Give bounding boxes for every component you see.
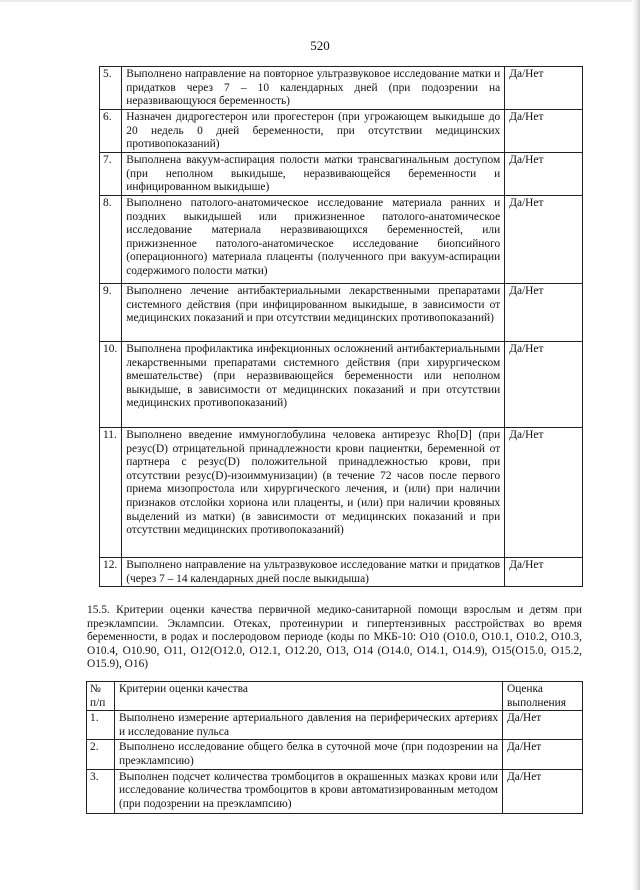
row-number: 5.: [100, 67, 122, 110]
row-number: 1.: [87, 711, 115, 740]
criterion-text: Выполнено патолого-анатомическое исследование материала ранних и поздних выкидышей или прижизненное патолого-анатомическое исследование материала неразвивающихся беременностей, или прижизненное патолого-анатомическое исследование биопсийного (операционного) материала плаценты (полученного при вакуум-аспирации содержимого полости матки): [122, 196, 505, 284]
evaluation-value: Да/Нет: [505, 153, 583, 196]
row-number: 2.: [87, 740, 115, 769]
table-row: [87, 740, 583, 769]
evaluation-value: Да/Нет: [503, 711, 583, 740]
row-number: 11.: [100, 428, 122, 558]
scan-edge-shadow: [632, 0, 640, 890]
criterion-text: Выполнено направление на ультразвуковое исследование матки и придатков (через 7 – 14 календарных дней после выкидыша): [122, 558, 505, 587]
row-number: 9.: [100, 284, 122, 342]
table-row: [87, 711, 583, 740]
table-row: [100, 196, 583, 284]
header-evaluation: Оценка выполнения: [503, 682, 583, 711]
table-row: [100, 67, 583, 110]
row-number: 3.: [87, 769, 115, 813]
evaluation-value: Да/Нет: [505, 284, 583, 342]
table-row: [100, 110, 583, 153]
evaluation-value: Да/Нет: [503, 769, 583, 813]
criterion-text: Выполнена профилактика инфекционных осложнений антибактериальными лекарственными препаратами системного действия (при хирургическом вмешательстве) (при неразвивающейся беременности или неполном выкидыше, в зависимости от медицинских показаний и при отсутствии медицинских противопоказаний): [122, 342, 505, 428]
section-heading-15-5: 15.5. Критерии оценки качества первичной медико-санитарной помощи взрослым и детям при преэклампсии. Эклампсии. Отеках, протеинурии и гипертензивных расстройствах во время беременности, в родах и послеродовом периоде (коды по МКБ-10: O10 (O10.0, O10.1, O10.2, O10.3, O10.4, O10.90, O11, O12(O12.0, O12.1, O12.20, O13, O14 (O14.0, O14.1, O14.9), O15(O15.0, O15.2, O15.9), O16): [87, 604, 582, 671]
header-criteria: Критерии оценки качества: [114, 682, 502, 711]
table-row: [100, 153, 583, 196]
criterion-text: Выполнено лечение антибактериальными лекарственными препаратами системного действия (при инфицированном выкидыше, в зависимости от медицинских показаний и при отсутствии медицинских противопоказаний): [122, 284, 505, 342]
evaluation-value: Да/Нет: [505, 342, 583, 428]
preeclampsia-criteria-table: [86, 681, 583, 814]
table-row: [100, 428, 583, 558]
evaluation-value: Да/Нет: [505, 110, 583, 153]
row-number: 7.: [100, 153, 122, 196]
criterion-text: Выполнен подсчет количества тромбоцитов в окрашенных мазках крови или исследование количества тромбоцитов в крови автоматизированным методом (при подозрении на преэклампсию): [114, 769, 502, 813]
evaluation-value: Да/Нет: [503, 740, 583, 769]
evaluation-value: Да/Нет: [505, 428, 583, 558]
row-number: 12.: [100, 558, 122, 587]
page-number: 520: [310, 38, 330, 53]
criterion-text: Выполнена вакуум-аспирация полости матки трансвагинальным доступом (при неполном выкидыше, неразвивающейся беременности и инфицированном выкидыше): [122, 153, 505, 196]
table-row: [100, 284, 583, 342]
scan-border: [0, 0, 640, 2]
table-row: [100, 558, 583, 587]
quality-criteria-table-continued: [99, 66, 583, 587]
criterion-text: Назначен дидрогестерон или прогестерон (при угрожающем выкидыше до 20 недель 0 дней беременности, при отсутствии медицинских противопоказаний): [122, 110, 505, 153]
table-header-row: [87, 682, 583, 711]
criterion-text: Выполнено введение иммуноглобулина человека антирезус Rho[D] (при резус(D) отрицательной принадлежности крови пациентки, беременной от партнера с резус(D) положительной принадлежностью крови, при отсутствии резус(D)-изоиммунизации) (в течение 72 часов после первого приема мизопростола или хирургического лечения, и (или) при наличии признаков отслойки хориона или плаценты, и (или) при наличии кровяных выделений из матки) (в зависимости от медицинских показаний и при отсутствии медицинских противопоказаний): [122, 428, 505, 558]
row-number: 10.: [100, 342, 122, 428]
row-number: 6.: [100, 110, 122, 153]
criterion-text: Выполнено измерение артериального давления на периферических артериях и исследование пульса: [114, 711, 502, 740]
header-number: № п/п: [87, 682, 115, 711]
table-row: [87, 769, 583, 813]
criterion-text: Выполнено исследование общего белка в суточной моче (при подозрении на преэклампсию): [114, 740, 502, 769]
evaluation-value: Да/Нет: [505, 67, 583, 110]
table-row: [100, 342, 583, 428]
evaluation-value: Да/Нет: [505, 196, 583, 284]
evaluation-value: Да/Нет: [505, 558, 583, 587]
row-number: 8.: [100, 196, 122, 284]
criterion-text: Выполнено направление на повторное ультразвуковое исследование матки и придатков через 7 – 10 календарных дней (при подозрении на неразвивающуюся беременность): [122, 67, 505, 110]
